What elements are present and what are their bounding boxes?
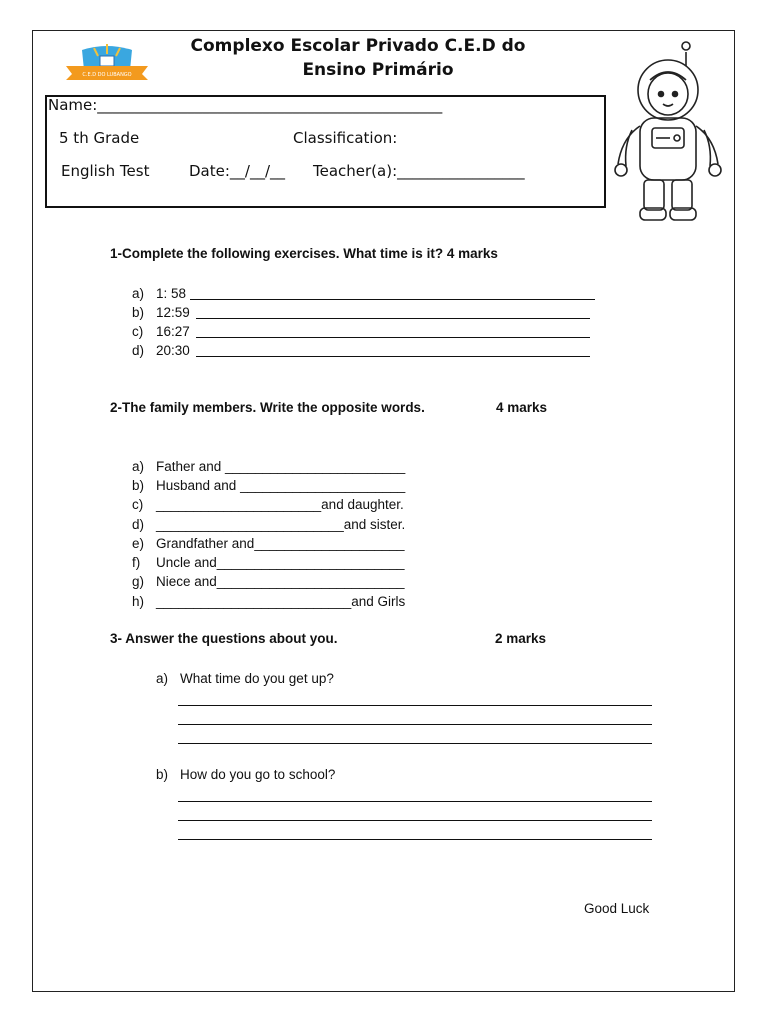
item-text: 12:59 (156, 305, 190, 320)
item-text: Grandfather and____________________ (156, 536, 405, 551)
item-label: h) (132, 594, 145, 609)
q2-item-h[interactable] (132, 593, 405, 610)
q3-item-b (156, 766, 335, 783)
item-label: b) (156, 767, 169, 782)
q1-answer-line-d[interactable] (196, 356, 590, 357)
item-label: c) (132, 497, 144, 512)
q1-item-c (132, 323, 190, 340)
question-2-heading: 2-The family members. Write the opposite words. (110, 400, 425, 415)
question-3-heading: 3- Answer the questions about you. (110, 631, 338, 646)
item-text: __________________________and Girls (156, 594, 406, 609)
subject-label: English Test (61, 162, 150, 180)
q3b-answer-line-1[interactable] (178, 801, 652, 802)
item-label: b) (132, 305, 145, 320)
item-label: a) (156, 671, 169, 686)
q2-item-c[interactable] (132, 496, 404, 513)
item-label: a) (132, 286, 145, 301)
item-text: How do you go to school? (180, 767, 336, 782)
name-field[interactable]: Name:______________________________________________ (48, 96, 443, 114)
item-text: _________________________and sister. (156, 517, 406, 532)
q1-item-d (132, 342, 190, 359)
date-field[interactable]: Date:__/__/__ (189, 162, 286, 180)
question-1-heading: 1-Complete the following exercises. What time is it? 4 marks (110, 246, 498, 261)
school-title-line1: Complexo Escolar Privado C.E.D do (190, 36, 526, 56)
q3-item-a (156, 670, 334, 687)
item-label: a) (132, 459, 145, 474)
item-label: d) (132, 343, 145, 358)
q3a-answer-line-2[interactable] (178, 724, 652, 725)
q2-item-e[interactable] (132, 535, 404, 552)
item-text: Niece and_________________________ (156, 574, 405, 589)
good-luck-text: Good Luck (584, 901, 650, 916)
item-text: 20:30 (156, 343, 190, 358)
q2-item-g[interactable] (132, 573, 405, 590)
question-2-marks: 4 marks (496, 400, 548, 415)
item-label: f) (132, 555, 141, 570)
question-3-marks: 2 marks (495, 631, 547, 646)
school-title-line2: Ensino Primário (302, 60, 454, 80)
logo-banner-text: C.E.D DO LUBANGO (82, 72, 132, 78)
q2-item-f[interactable] (132, 554, 405, 571)
item-text: Father and ________________________ (156, 459, 406, 474)
teacher-field[interactable]: Teacher(a):_________________ (313, 162, 525, 180)
grade-label: 5 th Grade (59, 129, 140, 147)
q2-item-b[interactable] (132, 477, 405, 494)
q1-item-a (132, 285, 186, 302)
q1-item-b (132, 304, 190, 321)
q1-answer-line-a[interactable] (190, 299, 595, 300)
astronaut-illustration (610, 38, 730, 224)
item-text: What time do you get up? (180, 671, 334, 686)
item-label: g) (132, 574, 145, 589)
q1-answer-line-c[interactable] (196, 337, 590, 338)
q3b-answer-line-3[interactable] (178, 839, 652, 840)
item-text: ______________________and daughter. (156, 497, 404, 512)
q1-answer-line-b[interactable] (196, 318, 590, 319)
q2-item-d[interactable] (132, 516, 405, 533)
item-text: 16:27 (156, 324, 190, 339)
q3a-answer-line-1[interactable] (178, 705, 652, 706)
item-label: d) (132, 517, 145, 532)
school-logo (62, 40, 152, 90)
q3a-answer-line-3[interactable] (178, 743, 652, 744)
q2-item-a[interactable] (132, 458, 405, 475)
classification-label: Classification: (293, 129, 398, 147)
item-text: Husband and ______________________ (156, 478, 406, 493)
item-text: 1: 58 (156, 286, 187, 301)
item-label: b) (132, 478, 145, 493)
item-label: e) (132, 536, 145, 551)
q3b-answer-line-2[interactable] (178, 820, 652, 821)
item-text: Uncle and_________________________ (156, 555, 405, 570)
item-label: c) (132, 324, 144, 339)
